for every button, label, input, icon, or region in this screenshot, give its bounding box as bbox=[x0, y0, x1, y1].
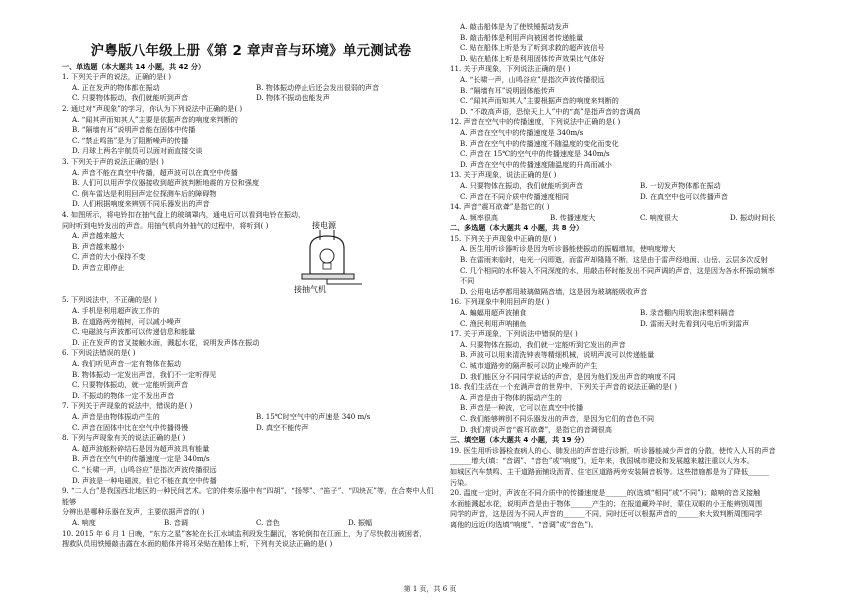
options-row bbox=[450, 319, 820, 330]
question-text: 17. 关于声现象，下列说法中错误的是( ) bbox=[450, 329, 578, 339]
section-heading: 一、单选题（本大题共 14 小题，共 42 分） bbox=[62, 61, 206, 71]
option-text: A. 只要物体在振动，我们就能听到声音 bbox=[460, 180, 584, 190]
question-text: 分辨出是哪种乐器在发声，主要依据声音的( ) bbox=[62, 507, 205, 517]
question-text: 同学的声音，这是因为不同人声音的______不同，同时还可以根据声音的______来大致判断周围同学 bbox=[450, 509, 763, 519]
question-text: 搜救队员用铁锤敲击露在水面的船体并将耳朵贴在船体上听，下列有关说法正确的是( ) bbox=[62, 539, 333, 549]
question-text: 5. 下列说法中，不正确的是( ) bbox=[62, 295, 157, 305]
question-text: 11. 关于声现象，下列说法正确的是( ) bbox=[450, 64, 571, 74]
option-text: C. 渔民利用声呐捕鱼 bbox=[460, 318, 527, 328]
option-text: D. 我们能区分不同同学说话的声音，是因为他们发出声音的响度不同 bbox=[460, 371, 676, 381]
option-text: D. 正在发声的音叉接触水面，溅起水花，说明发声体在振动 bbox=[72, 337, 260, 347]
option-text: D. 在真空中也可以传播声音 bbox=[640, 191, 728, 201]
question-text: 同时听到电铃发出的声音。用抽气机向外抽气的过程中，将听到( ) bbox=[62, 220, 269, 230]
option-text: A. “长啸一声，山鸣谷应”是指次声波传播很远 bbox=[460, 74, 605, 84]
option-text: B. 录音棚内用软泡沫塑料隔音 bbox=[640, 308, 735, 318]
option-text: B. “隔墙有耳”说明声音能在固体中传播 bbox=[72, 125, 196, 135]
option-text: A. 声音是由物体振动产生的 bbox=[72, 412, 160, 421]
power-wires bbox=[320, 230, 334, 240]
option-text: C. 声音的大小保持不变 bbox=[72, 252, 146, 262]
options-row bbox=[450, 192, 820, 203]
right-column bbox=[450, 0, 820, 531]
options-row bbox=[450, 308, 820, 319]
option-text: C. “闻其声而知其人”主要根据声音的响度来判断的 bbox=[460, 96, 619, 106]
pump-tube bbox=[327, 279, 362, 284]
option-text: C. 只要物体振动，我们就能听到声音 bbox=[72, 93, 189, 103]
option-text: A. 敲击船体是为了使铁锤振动发声 bbox=[460, 22, 569, 31]
question-text: 2. 通过对“声现象”的学习，你认为下列说法中正确的是( ) bbox=[62, 103, 243, 113]
section-heading: 三、填空题（本大题共 4 小题，共 19 分） bbox=[450, 435, 589, 445]
option-text: D. 物体不振动也能发声 bbox=[256, 93, 330, 103]
left-column-body bbox=[62, 62, 440, 550]
question-text: 污染。 bbox=[450, 477, 472, 487]
option-text: C. “禁止鸣笛”是为了阻断噪声的传播 bbox=[72, 135, 189, 145]
question-text: 3. 下列关于声的说法正确的是( ) bbox=[62, 156, 164, 166]
option-text: D. 声音立即停止 bbox=[72, 262, 125, 272]
option-text: B. 在道路两旁植树，可以减小噪声 bbox=[72, 316, 182, 326]
options-row bbox=[62, 518, 440, 529]
spacer bbox=[62, 273, 440, 295]
option-text: C. “长啸一声，山鸣谷应”是指次声波传播很远 bbox=[72, 464, 217, 474]
options-row bbox=[62, 423, 440, 434]
option-text: C. 我们能够辨别不同乐器发出的声音，是因为它们的音色不同 bbox=[460, 413, 655, 423]
pump-plate bbox=[302, 274, 354, 279]
question-text: 8. 下列与声现象有关的说法正确的是( ) bbox=[62, 433, 186, 443]
question-text: 9. “二人台”是我国西北地区的一种民间艺术。它的伴奏乐器中有“四胡”、“扬琴”、“笛子”、“四块瓦”等，在合奏中人们能够 bbox=[62, 486, 434, 506]
option-text: C. 响度很大 bbox=[640, 212, 679, 222]
question-text: 18. 我们生活在一个充满声音的世界中，下列关于声音的说法正确的是( ) bbox=[450, 382, 678, 392]
option-text: C. 声音在固体中比在空气中传播得慢 bbox=[72, 422, 189, 432]
question-text: 15. 下列关于声现象中正确的是( ) bbox=[450, 233, 557, 243]
option-text: D. 雷雨天时先看到闪电后听到雷声 bbox=[640, 318, 750, 328]
figure-label-pump: 接抽气机 bbox=[294, 285, 326, 294]
left-column bbox=[62, 0, 440, 550]
option-text: B. 人们可以用声学仪器接收到超声波判断地震的方位和强度 bbox=[72, 178, 260, 188]
right-column-body bbox=[450, 22, 820, 531]
page-footer: 第 1 页，共 6 页 bbox=[403, 585, 457, 593]
question-text: 10. 2015 年 6 月 1 日晚，“东方之星”客轮在长江水域监利段发生翻沉，客轮倒扣在江面上，为了尽快救出被困者， bbox=[62, 528, 427, 538]
option-text: A. 正在发声的物体都在振动 bbox=[72, 82, 160, 92]
section-heading: 二、多选题（本大题共 4 小题，共 8 分） bbox=[450, 223, 584, 233]
question-text: 20. 温度一定时，声波在不同介质中的传播速度是______的(选填“相同”或“不同”)；敲响的音叉接触 bbox=[450, 488, 761, 498]
question-text: 13. 关于声现象，说法正确的是( ) bbox=[450, 170, 557, 180]
option-text: A. 声音在空气中的传播速度是 340m/s bbox=[460, 127, 584, 137]
option-text: A. 手机是利用超声波工作的 bbox=[72, 306, 160, 316]
option-text: B. 声音在空气中的传播速度一定是 340m/s bbox=[72, 454, 210, 464]
page-title: 沪粤版八年级上册《第 2 章声音与环境》单元测试卷 bbox=[90, 43, 412, 59]
option-text: A. 超声波能粉碎结石是因为超声波具有能量 bbox=[72, 443, 210, 453]
question-text: 14. 声音“震耳欲聋”是指它的( ) bbox=[450, 202, 550, 212]
bell-icon bbox=[320, 249, 334, 263]
option-text: B. 在雷雨来临时，电光一闪即逝，而雷声却隆隆不断，这是由于雷声经地面、山岳、云层多次反射 bbox=[460, 255, 768, 265]
option-text: B. 声音越来越小 bbox=[72, 241, 125, 251]
option-text: A. “闻其声而知其人”主要是依据声音的响度来判断的 bbox=[72, 114, 238, 124]
option-text: B. “隔墙有耳”说明固体能传声 bbox=[460, 85, 556, 95]
options-row bbox=[62, 83, 440, 94]
option-text: B. 声波可以用来清洗钟表等精细机械，说明声波可以传递能量 bbox=[460, 350, 655, 360]
bell-jar-figure bbox=[290, 218, 380, 294]
option-text: B. 声音在空气中的传播速度不随温度的变化而变化 bbox=[460, 138, 619, 148]
question-text: 4. 如图所示，将电铃扣在抽气盘上的玻璃罩内，通电后可以看到电铃在振动， bbox=[62, 209, 306, 219]
option-text: B. 音调 bbox=[164, 517, 188, 527]
question-text: 7. 下列关于声现象的说法中，错误的是( ) bbox=[62, 401, 193, 411]
option-text: A. 只要物体在振动，我们就一定能听到它发出的声音 bbox=[460, 339, 626, 349]
glass-jar-icon bbox=[310, 236, 344, 274]
option-text: D. 声音在空气中的传播速度随温度的升高而减小 bbox=[460, 159, 612, 169]
options-row bbox=[62, 93, 440, 104]
question-text: 16. 下列现象中利用回声的是( ) bbox=[450, 297, 550, 307]
option-text: A. 频率很高 bbox=[460, 212, 499, 222]
question-text: 12. 声音在空气中的传播速度，下列说法中正确的是( ) bbox=[450, 117, 621, 127]
bell-base bbox=[323, 263, 331, 269]
option-text: D. 贴在船体上听是利用固体传声效果比气体好 bbox=[460, 53, 605, 63]
option-text: D. “不敢高声语，恐惊天上人”中的“高”是指声音的音调高 bbox=[460, 106, 641, 116]
option-text: C. 只要物体振动，就一定能听到声音 bbox=[72, 380, 189, 390]
options-row bbox=[450, 213, 820, 224]
option-text: A. 医生用听诊器听诊是因为听诊器能使振动的振幅增加，使响度增大 bbox=[460, 244, 676, 254]
option-text: B. 物体振动停止后还会发出很弱的声音 bbox=[256, 82, 380, 92]
option-text: B. 传播速度大 bbox=[550, 212, 596, 222]
option-text: A. 声音不能在真空中传播，超声波可以在真空中传播 bbox=[72, 167, 238, 177]
options-row bbox=[62, 412, 440, 423]
option-text: D. 人们根据响度来辨别不同乐器发出的声音 bbox=[72, 199, 210, 209]
question-text: 6. 下列说法错误的是( ) bbox=[62, 348, 136, 358]
option-text: C. 电磁波与声波都可以传递信息和能量 bbox=[72, 327, 196, 337]
option-text: C. 几个相同的水杯装入不同深度的水，用敲击杯时能发出不同声调的声音，这是因为各水杯振动频率 bbox=[460, 265, 775, 275]
option-text: B. 物体振动一定发出声音，我们不一定听得见 bbox=[72, 369, 217, 379]
option-text: A. 声音是由于物体的振动产生的 bbox=[460, 392, 562, 402]
option-text: D. 振动时间长 bbox=[730, 212, 776, 222]
option-text: A. 我们听见声音一定有物体在振动 bbox=[72, 359, 181, 369]
option-text: D. 不振动的物体一定不发出声音 bbox=[72, 390, 175, 400]
option-text: B. 敲击船体是利用声向被困者传递能量 bbox=[460, 32, 584, 42]
option-text: C. 贴在船体上听是为了听到求救的超声波信号 bbox=[460, 43, 605, 53]
option-text: D. 公用电话亭都用玻璃做隔音墙，这是因为玻璃能吸收声音 bbox=[460, 286, 648, 296]
option-text: A. 声音越来越大 bbox=[72, 231, 125, 241]
option-text: C. 声音在不同介质中传播速度相同 bbox=[460, 191, 569, 201]
option-text: C. 城市道路旁的隔声板可以防止噪声的产生 bbox=[460, 361, 598, 370]
question-text: 19. 医生用听诊器检查病人的心、肺发出的声音进行诊断，听诊器能减少声音的分散，使传入人耳的声音 bbox=[450, 445, 776, 455]
option-text: C. 声音在 15℃的空气中的传播速度是 340m/s bbox=[460, 149, 610, 159]
option-text: A. 响度 bbox=[72, 517, 96, 527]
option-text: B. 15℃时空气中的声速是 340 m/s bbox=[256, 412, 371, 421]
option-text: A. 蝙蝠用超声波捕食 bbox=[460, 308, 527, 318]
question-text: 水面能溅起水花，说明声音是由于物体______产生的；在报道藏羚羊时，蒙住双眼的小王能辨别周围 bbox=[450, 498, 763, 508]
option-text: C. 音色 bbox=[256, 517, 280, 527]
option-text: D. 真空不能传声 bbox=[256, 422, 309, 432]
question-text: 离他的远近(均选填“响度”、“音调”或“音色”)。 bbox=[450, 519, 598, 529]
figure-label-power: 接电源 bbox=[312, 221, 336, 230]
option-text: D. 月球上两名宇航员可以面对面直接交谈 bbox=[72, 146, 203, 156]
question-text: ______增大(填：“音调”、“音色”或“响度”)，近年来，我国城市建设和发展越来越注重以人为本。 bbox=[450, 456, 754, 466]
option-text: B. 声音是一种波，它可以在真空中传播 bbox=[460, 403, 584, 413]
option-text: C. 倒车雷达是利用回声定位探测车后的障碍物 bbox=[72, 188, 217, 198]
option-text: D. 我们常说声音“震耳欲聋”，是指它的音调很高 bbox=[460, 424, 612, 434]
option-text: D. 振幅 bbox=[348, 517, 373, 527]
question-text: 如城区汽车禁鸣、主干道路面铺设沥青、住宅区道路两旁安装隔音板等。这些措施都是为了降低______ bbox=[450, 466, 770, 476]
options-row bbox=[450, 181, 820, 192]
option-text: B. 一切发声物体都在振动 bbox=[640, 180, 721, 190]
option-text: D. 声波是一种电磁波，但它不能在真空中传播 bbox=[72, 475, 217, 485]
question-text: 1. 下列关于声的说法，正确的是( ) bbox=[62, 72, 172, 82]
option-text: 不同 bbox=[460, 276, 475, 286]
